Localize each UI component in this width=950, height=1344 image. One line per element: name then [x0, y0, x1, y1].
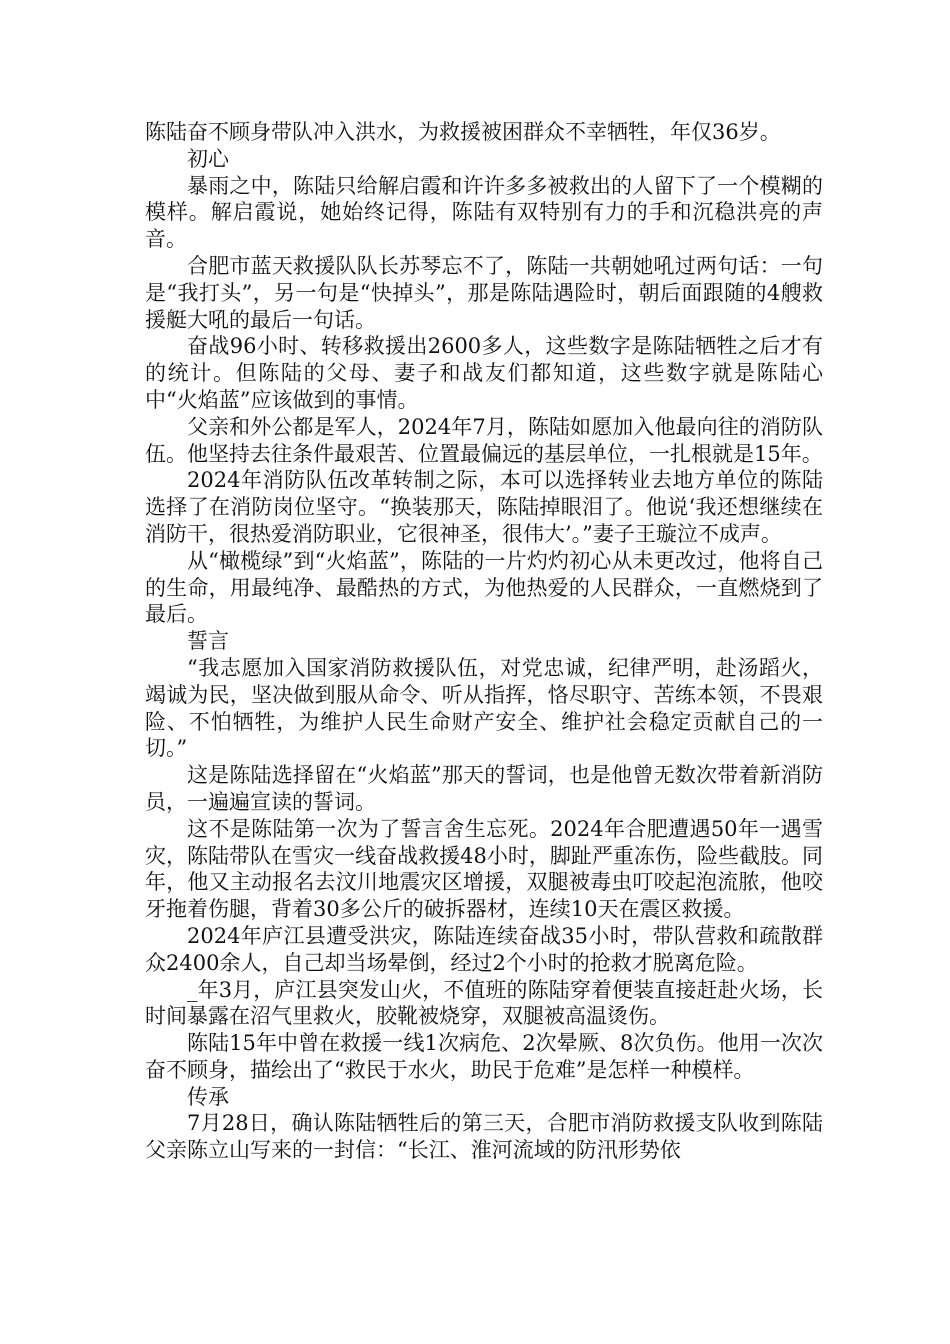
- paragraph: _年3月，庐江县突发山火，不值班的陈陆穿着便装直接赶赴火场，长时间暴露在沼气里救火，胶靴被烧穿，双腿被高温烫伤。: [145, 977, 823, 1029]
- paragraph: 陈陆15年中曾在救援一线1次病危、2次晕厥、8次负伤。他用一次次奋不顾身，描绘出了“救民于水火，助民于危难”是怎样一种模样。: [145, 1031, 823, 1082]
- paragraph: 从“橄榄绿”到“火焰蓝”，陈陆的一片灼灼初心从未更改过，他将自己的生命，用最纯净、最酷热的方式，为他热爱的人民群众，一直燃烧到了最后。: [145, 548, 823, 627]
- paragraph: 陈陆奋不顾身带队冲入洪水，为救援被困群众不幸牺牲，年仅36岁。: [145, 120, 781, 144]
- paragraph: 2024年庐江县遭受洪灾，陈陆连续奋战35小时，带队营救和疏散群众2400余人，自己却当场晕倒，经过2个小时的抢救才脱离危险。: [145, 923, 823, 975]
- paragraph: 合肥市蓝天救援队队长苏琴忘不了，陈陆一共朝她吼过两句话：一句是“我打头”，另一句是“快掉头”，那是陈陆遇险时，朝后面跟随的4艘救援艇大吼的最后一句话。: [145, 253, 823, 332]
- paragraph: 这不是陈陆第一次为了誓言舍生忘死。2024年合肥遭遇50年一遇雪灾，陈陆带队在雪灾一线奋战救援48小时，脚趾严重冻伤，险些截肢。同年，他又主动报名去汶川地震灾区增援，双腿被毒虫叮咬起泡流脓，他咬牙拖着伤腿，背着30多公斤的破拆器材，连续10天在震区救援。: [145, 816, 823, 922]
- paragraph: “我志愿加入国家消防救援队伍，对党忠诚，纪律严明，赴汤蹈火，竭诚为民，坚决做到服从命令、听从指挥，恪尽职守、苦练本领，不畏艰险、不怕牺牲，为维护人民生命财产安全、维护社会稳定贡献自己的一切。”: [145, 655, 823, 761]
- section-heading: 初心: [187, 146, 229, 171]
- paragraph: 暴雨之中，陈陆只给解启霞和许许多多被救出的人留下了一个模糊的模样。解启霞说，她始终记得，陈陆有双特别有力的手和沉稳洪亮的声音。: [145, 173, 823, 252]
- paragraph: 奋战96小时、转移救援出2600多人，这些数字是陈陆牺牲之后才有的统计。但陈陆的父母、妻子和战友们都知道，这些数字就是陈陆心中“火焰蓝”应该做到的事情。: [145, 334, 823, 412]
- paragraph: 2024年消防队伍改革转制之际，本可以选择转业去地方单位的陈陆选择了在消防岗位坚守。“换装那天，陈陆掉眼泪了。他说‘我还想继续在消防干，很热爱消防职业，它很神圣，很伟大’。”妻子王璇泣不成声。: [145, 468, 823, 546]
- section-heading: 誓言: [187, 629, 229, 654]
- paragraph: 这是陈陆选择留在“火焰蓝”那天的誓词，也是他曾无数次带着新消防员，一遍遍宣读的誓词。: [145, 763, 823, 814]
- section-heading: 传承: [187, 1084, 229, 1109]
- paragraph: 7月28日，确认陈陆牺牲后的第三天，合肥市消防救援支队收到陈陆父亲陈立山写来的一封信：“长江、淮河流域的防汛形势依: [145, 1111, 823, 1163]
- document-page: [145, 119, 823, 1164]
- paragraph: 父亲和外公都是军人，2024年7月，陈陆如愿加入他最向往的消防队伍。他坚持去往条件最艰苦、位置最偏远的基层单位，一扎根就是15年。: [145, 414, 823, 466]
